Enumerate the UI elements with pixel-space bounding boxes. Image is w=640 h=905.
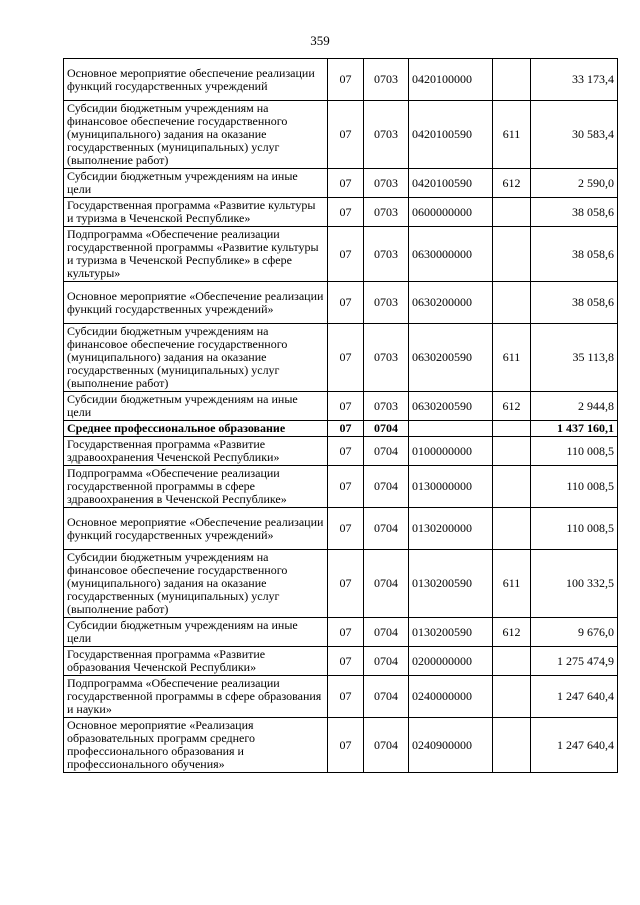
row-target-article-code: 0420100590 — [409, 169, 493, 198]
row-subsection-code: 0704 — [364, 647, 409, 676]
row-subsection-code: 0704 — [364, 421, 409, 437]
row-expense-type-code: 612 — [493, 618, 531, 647]
row-subsection-code: 0703 — [364, 198, 409, 227]
row-target-article-code — [409, 421, 493, 437]
row-section-code: 07 — [328, 550, 364, 618]
row-expense-type-code — [493, 421, 531, 437]
row-amount: 110 008,5 — [531, 508, 618, 550]
row-name: Субсидии бюджетным учреждениям на финансовое обеспечение государственного (муниципального) задания на оказание государственных (муниципальных) услуг (выполнение работ) — [64, 550, 328, 618]
row-amount: 1 437 160,1 — [531, 421, 618, 437]
table-row — [64, 550, 618, 618]
row-subsection-code: 0704 — [364, 618, 409, 647]
row-subsection-code: 0704 — [364, 676, 409, 718]
row-name: Субсидии бюджетным учреждениям на финансовое обеспечение государственного (муниципального) задания на оказание государственных (муниципальных) услуг (выполнение работ) — [64, 324, 328, 392]
row-subsection-code: 0703 — [364, 227, 409, 282]
row-target-article-code: 0130200590 — [409, 550, 493, 618]
table-row — [64, 198, 618, 227]
row-section-code: 07 — [328, 421, 364, 437]
row-target-article-code: 0630200590 — [409, 392, 493, 421]
table-row — [64, 227, 618, 282]
row-section-code: 07 — [328, 227, 364, 282]
row-name: Подпрограмма «Обеспечение реализации государственной программы в сфере здравоохранения в Чеченской Республике» — [64, 466, 328, 508]
row-subsection-code: 0704 — [364, 437, 409, 466]
row-name: Основное мероприятие обеспечение реализации функций государственных учреждений — [64, 59, 328, 101]
row-name: Государственная программа «Развитие образования Чеченской Республики» — [64, 647, 328, 676]
row-section-code: 07 — [328, 198, 364, 227]
row-subsection-code: 0704 — [364, 466, 409, 508]
table-row — [64, 324, 618, 392]
row-subsection-code: 0703 — [364, 59, 409, 101]
row-name: Субсидии бюджетным учреждениям на иные цели — [64, 618, 328, 647]
row-section-code: 07 — [328, 282, 364, 324]
row-name: Субсидии бюджетным учреждениям на иные цели — [64, 392, 328, 421]
row-amount: 2 944,8 — [531, 392, 618, 421]
row-target-article-code: 0630000000 — [409, 227, 493, 282]
table-row — [64, 466, 618, 508]
row-amount: 38 058,6 — [531, 198, 618, 227]
row-subsection-code: 0704 — [364, 718, 409, 773]
table-row — [64, 101, 618, 169]
table-row — [64, 421, 618, 437]
budget-table — [63, 58, 618, 773]
row-target-article-code: 0240900000 — [409, 718, 493, 773]
row-name: Государственная программа «Развитие культуры и туризма в Чеченской Республике» — [64, 198, 328, 227]
row-amount: 110 008,5 — [531, 437, 618, 466]
row-amount: 2 590,0 — [531, 169, 618, 198]
row-section-code: 07 — [328, 101, 364, 169]
row-target-article-code: 0200000000 — [409, 647, 493, 676]
table-row — [64, 437, 618, 466]
row-expense-type-code — [493, 282, 531, 324]
row-name: Субсидии бюджетным учреждениям на иные цели — [64, 169, 328, 198]
row-section-code: 07 — [328, 676, 364, 718]
row-expense-type-code — [493, 59, 531, 101]
row-expense-type-code — [493, 437, 531, 466]
row-expense-type-code — [493, 718, 531, 773]
row-expense-type-code — [493, 227, 531, 282]
row-subsection-code: 0703 — [364, 101, 409, 169]
row-subsection-code: 0703 — [364, 169, 409, 198]
row-amount: 1 247 640,4 — [531, 676, 618, 718]
row-section-code: 07 — [328, 324, 364, 392]
row-section-code: 07 — [328, 466, 364, 508]
row-target-article-code: 0420100000 — [409, 59, 493, 101]
table-row — [64, 282, 618, 324]
row-subsection-code: 0704 — [364, 550, 409, 618]
table-row — [64, 618, 618, 647]
table-row — [64, 59, 618, 101]
row-target-article-code: 0630200000 — [409, 282, 493, 324]
row-amount: 100 332,5 — [531, 550, 618, 618]
row-expense-type-code: 612 — [493, 169, 531, 198]
row-expense-type-code — [493, 198, 531, 227]
row-target-article-code: 0130000000 — [409, 466, 493, 508]
row-expense-type-code — [493, 676, 531, 718]
row-section-code: 07 — [328, 647, 364, 676]
row-name: Государственная программа «Развитие здравоохранения Чеченской Республики» — [64, 437, 328, 466]
table-row — [64, 508, 618, 550]
row-target-article-code: 0130200590 — [409, 618, 493, 647]
row-amount: 9 676,0 — [531, 618, 618, 647]
row-target-article-code: 0420100590 — [409, 101, 493, 169]
row-amount: 1 247 640,4 — [531, 718, 618, 773]
row-section-code: 07 — [328, 718, 364, 773]
row-amount: 30 583,4 — [531, 101, 618, 169]
table-row — [64, 647, 618, 676]
table-row — [64, 718, 618, 773]
row-name: Подпрограмма «Обеспечение реализации государственной программы в сфере образования и науки» — [64, 676, 328, 718]
row-expense-type-code: 612 — [493, 392, 531, 421]
budget-table-body — [64, 59, 618, 773]
row-target-article-code: 0100000000 — [409, 437, 493, 466]
row-section-code: 07 — [328, 392, 364, 421]
row-subsection-code: 0703 — [364, 392, 409, 421]
row-target-article-code: 0130200000 — [409, 508, 493, 550]
table-row — [64, 676, 618, 718]
row-expense-type-code: 611 — [493, 324, 531, 392]
row-section-code: 07 — [328, 59, 364, 101]
row-amount: 38 058,6 — [531, 282, 618, 324]
row-subsection-code: 0703 — [364, 282, 409, 324]
row-name: Субсидии бюджетным учреждениям на финансовое обеспечение государственного (муниципального) задания на оказание государственных (муниципальных) услуг (выполнение работ) — [64, 101, 328, 169]
row-name: Среднее профессиональное образование — [64, 421, 328, 437]
row-target-article-code: 0600000000 — [409, 198, 493, 227]
table-row — [64, 392, 618, 421]
row-amount: 110 008,5 — [531, 466, 618, 508]
row-amount: 1 275 474,9 — [531, 647, 618, 676]
row-section-code: 07 — [328, 169, 364, 198]
row-section-code: 07 — [328, 618, 364, 647]
row-subsection-code: 0704 — [364, 508, 409, 550]
row-expense-type-code — [493, 508, 531, 550]
row-section-code: 07 — [328, 508, 364, 550]
row-amount: 33 173,4 — [531, 59, 618, 101]
row-amount: 38 058,6 — [531, 227, 618, 282]
row-target-article-code: 0240000000 — [409, 676, 493, 718]
row-amount: 35 113,8 — [531, 324, 618, 392]
row-target-article-code: 0630200590 — [409, 324, 493, 392]
row-name: Основное мероприятие «Обеспечение реализации функций государственных учреждений» — [64, 508, 328, 550]
row-expense-type-code — [493, 466, 531, 508]
row-expense-type-code — [493, 647, 531, 676]
row-expense-type-code: 611 — [493, 101, 531, 169]
page-number: 359 — [310, 33, 330, 48]
table-row — [64, 169, 618, 198]
row-expense-type-code: 611 — [493, 550, 531, 618]
row-name: Основное мероприятие «Реализация образовательных программ среднего профессионального образования и профессионального обучения» — [64, 718, 328, 773]
row-name: Основное мероприятие «Обеспечение реализации функций государственных учреждений» — [64, 282, 328, 324]
row-name: Подпрограмма «Обеспечение реализации государственной программы «Развитие культуры и туризма в Чеченской Республике» в сфере культуры» — [64, 227, 328, 282]
row-section-code: 07 — [328, 437, 364, 466]
row-subsection-code: 0703 — [364, 324, 409, 392]
